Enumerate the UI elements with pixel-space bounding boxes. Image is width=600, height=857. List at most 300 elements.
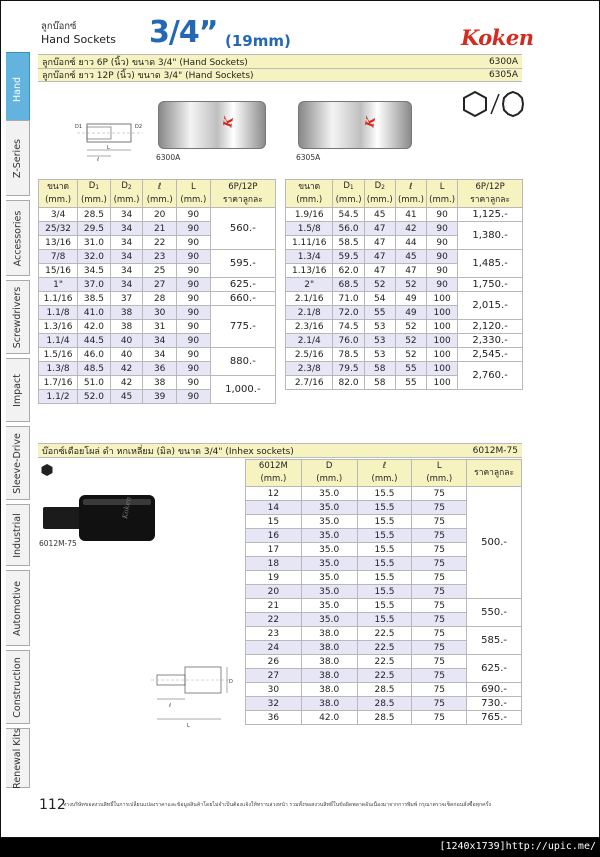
cell-d: 38.0 [301, 669, 357, 683]
sidebar-tab-label: Renewal Kits [12, 727, 23, 789]
cell-size: 1.3/8 [39, 362, 78, 376]
cell-d: 35.0 [301, 613, 357, 627]
table-row [246, 683, 522, 697]
cell-m: 19 [246, 571, 302, 585]
cell-d1: 37.0 [78, 278, 111, 292]
cell-l: 15.5 [357, 571, 412, 585]
cell-l: 30 [143, 306, 177, 320]
cell-size: 1.13/16 [286, 264, 333, 278]
sidebar-tab-screwdrivers[interactable] [6, 280, 30, 354]
cell-l: 75 [412, 599, 467, 613]
cell-l: 75 [412, 613, 467, 627]
page-number: 112 [39, 797, 66, 813]
cell-l: 100 [427, 348, 458, 362]
cell-d1: 82.0 [333, 376, 364, 390]
cell-d1: 31.0 [78, 236, 111, 250]
cell-price: 500.- [467, 487, 522, 599]
socket-brand-mark: K [220, 115, 237, 129]
cell-d2: 34 [110, 278, 143, 292]
cell-l: 75 [412, 697, 467, 711]
cell-l: 15.5 [357, 613, 412, 627]
cell-l: 22 [143, 236, 177, 250]
cell-l: 100 [427, 320, 458, 334]
cell-l: 28.5 [357, 697, 412, 711]
sidebar-tab-sleeve-drive[interactable] [6, 426, 30, 500]
cell-size: 1.1/8 [39, 306, 78, 320]
cell-d2: 40 [110, 334, 143, 348]
cell-m: 36 [246, 711, 302, 725]
cell-size: 2" [286, 278, 333, 292]
cell-l: 90 [427, 250, 458, 264]
cell-l: 75 [412, 627, 467, 641]
cell-d2: 34 [110, 222, 143, 236]
cell-d2: 53 [364, 320, 395, 334]
cell-l: 38 [143, 376, 177, 390]
cell-l: 28.5 [357, 711, 412, 725]
cell-l: 90 [177, 278, 211, 292]
cell-size: 1.5/16 [39, 348, 78, 362]
cell-d: 35.0 [301, 515, 357, 529]
sidebar-tab-construction[interactable] [6, 650, 30, 724]
cell-price: 730.- [467, 697, 522, 711]
cell-l: 21 [143, 222, 177, 236]
table-row [286, 334, 523, 348]
table-row [246, 627, 522, 641]
drawing-label-L: L [107, 145, 110, 151]
cell-d2: 40 [110, 348, 143, 362]
cell-price: 2,760.- [458, 362, 523, 390]
cell-l: 15.5 [357, 487, 412, 501]
sidebar-tab-label: Construction [12, 656, 23, 718]
table-row [246, 599, 522, 613]
cell-price: 1,000.- [210, 376, 275, 404]
col-d: D (mm.) [301, 460, 357, 487]
cell-l: 90 [177, 376, 211, 390]
cell-l: 90 [427, 278, 458, 292]
table-row [286, 348, 523, 362]
table-row [286, 320, 523, 334]
footer-disclaimer: ทางบริษัทขอสงวนสิทธิ์ในการเปลี่ยนแปลงราคาและข้อมูลสินค้าโดยไม่จำเป็นต้องแจ้งให้ทราบล่วงหน้า รวมทั้งขอสงวนสิทธิ์ในข้อผิดพลาดอันเนื่องมาจากการพิมพ์ กรุณาตรวจเช็คก่อนสั่งซื้อทุกครั้ง [63, 802, 491, 808]
cell-l: 28 [143, 292, 177, 306]
drive-size: 3/4” [149, 15, 218, 50]
cell-size: 1.3/16 [39, 320, 78, 334]
col-L: L (mm.) [412, 460, 467, 487]
cell-l: 100 [427, 334, 458, 348]
cell-d2: 47 [364, 236, 395, 250]
cell-d1: 56.0 [333, 222, 364, 236]
cell-d2: 38 [110, 320, 143, 334]
cell-d1: 72.0 [333, 306, 364, 320]
col-d2: D2 (mm.) [110, 180, 143, 208]
cell-l: 44 [395, 236, 426, 250]
col-price: 6P/12P ราคาลูกละ [458, 180, 523, 208]
cell-l: 75 [412, 557, 467, 571]
col-size: ขนาด (mm.) [39, 180, 78, 208]
cell-d: 38.0 [301, 697, 357, 711]
cell-m: 21 [246, 599, 302, 613]
cell-l: 75 [412, 641, 467, 655]
cell-d2: 42 [110, 376, 143, 390]
cell-d: 35.0 [301, 501, 357, 515]
cell-d2: 47 [364, 250, 395, 264]
table-row [246, 487, 522, 501]
cell-price: 2,015.- [458, 292, 523, 320]
cell-l: 28.5 [357, 683, 412, 697]
cell-d1: 38.5 [78, 292, 111, 306]
cell-l: 90 [177, 250, 211, 264]
table-row [246, 697, 522, 711]
cell-price: 775.- [210, 306, 275, 348]
sidebar-tab-industrial[interactable] [6, 504, 30, 566]
cell-l: 90 [177, 264, 211, 278]
table-row [286, 222, 523, 236]
cell-d: 35.0 [301, 543, 357, 557]
cell-price: 1,380.- [458, 222, 523, 250]
cell-d1: 71.0 [333, 292, 364, 306]
table-6300A [38, 179, 276, 404]
cell-l: 90 [177, 292, 211, 306]
title-english: Hand Sockets [41, 33, 117, 46]
cell-m: 26 [246, 655, 302, 669]
cell-l: 75 [412, 515, 467, 529]
sidebar-tab-label: Industrial [12, 512, 23, 558]
cell-size: 13/16 [39, 236, 78, 250]
cell-l: 15.5 [357, 557, 412, 571]
cell-m: 17 [246, 543, 302, 557]
cell-d1: 32.0 [78, 250, 111, 264]
cell-d2: 52 [364, 278, 395, 292]
cell-d1: 78.5 [333, 348, 364, 362]
cell-d1: 29.5 [78, 222, 111, 236]
cell-size: 1.7/16 [39, 376, 78, 390]
sidebar-tab-impact[interactable] [6, 358, 30, 422]
cell-size: 7/8 [39, 250, 78, 264]
cell-price: 595.- [210, 250, 275, 278]
cell-price: 690.- [467, 683, 522, 697]
cell-l: 75 [412, 571, 467, 585]
cell-price: 2,120.- [458, 320, 523, 334]
cell-d: 38.0 [301, 641, 357, 655]
product-bar-inhex [38, 443, 522, 458]
cell-size: 2.7/16 [286, 376, 333, 390]
cell-d1: 59.5 [333, 250, 364, 264]
koken-logo: Koken [461, 25, 534, 50]
cell-d2: 47 [364, 264, 395, 278]
col-d1: D1 (mm.) [333, 180, 364, 208]
cell-d1: 41.0 [78, 306, 111, 320]
cell-l: 90 [427, 208, 458, 222]
cell-l: 90 [177, 320, 211, 334]
col-d2: D2 (mm.) [364, 180, 395, 208]
sidebar-tab-automotive[interactable] [6, 570, 30, 646]
cell-l: 75 [412, 543, 467, 557]
cell-l: 22.5 [357, 627, 412, 641]
cell-l: 100 [427, 292, 458, 306]
caption-6300A: 6300A [156, 153, 181, 162]
cell-price: 550.- [467, 599, 522, 627]
cell-price: 625.- [467, 655, 522, 683]
cell-l: 15.5 [357, 529, 412, 543]
cell-m: 16 [246, 529, 302, 543]
cell-d1: 54.5 [333, 208, 364, 222]
cell-l: 75 [412, 487, 467, 501]
table-row [286, 362, 523, 376]
sidebar-tab-accessories[interactable] [6, 200, 30, 276]
cell-size: 15/16 [39, 264, 78, 278]
socket-brand-mark: K [362, 115, 379, 129]
sidebar-tab-hand[interactable] [6, 52, 30, 126]
cell-l: 20 [143, 208, 177, 222]
cell-d1: 74.5 [333, 320, 364, 334]
col-model: 6012M (mm.) [246, 460, 302, 487]
cell-d2: 45 [364, 208, 395, 222]
drawing-label-l: ℓ [169, 703, 172, 709]
cell-size: 2.1/4 [286, 334, 333, 348]
cell-l: 100 [427, 362, 458, 376]
table-row [39, 292, 276, 306]
cell-d2: 34 [110, 264, 143, 278]
cell-l: 75 [412, 655, 467, 669]
cell-price: 585.- [467, 627, 522, 655]
table-row [39, 376, 276, 390]
cell-d2: 58 [364, 376, 395, 390]
cell-d: 38.0 [301, 655, 357, 669]
drawing-label-d2: D2 [135, 124, 143, 130]
cell-d2: 34 [110, 236, 143, 250]
cell-d: 38.0 [301, 683, 357, 697]
cell-l: 15.5 [357, 543, 412, 557]
cell-l: 90 [427, 222, 458, 236]
cell-l: 90 [177, 236, 211, 250]
table-row [286, 292, 523, 306]
cell-l: 41 [395, 208, 426, 222]
product-code: 6012M-75 [472, 445, 518, 456]
cell-d2: 47 [364, 222, 395, 236]
cell-l: 90 [177, 222, 211, 236]
cell-size: 2.5/16 [286, 348, 333, 362]
cell-l: 90 [177, 208, 211, 222]
cell-m: 20 [246, 585, 302, 599]
sidebar-tab-renewal-kits[interactable] [6, 728, 30, 788]
table-row [39, 306, 276, 320]
cell-l: 90 [177, 348, 211, 362]
cell-l: 75 [412, 683, 467, 697]
product-name: บ๊อกซ์เดือยโผล่ ดำ หกเหลี่ยม (มิล) ขนาด 3/4" (Inhex sockets) [42, 446, 294, 457]
caption-6012M: 6012M-75 [39, 539, 77, 548]
cell-price: 560.- [210, 208, 275, 250]
table-row [246, 655, 522, 669]
cell-l: 90 [177, 306, 211, 320]
cell-d: 35.0 [301, 487, 357, 501]
socket-6305A-image [298, 101, 412, 149]
cell-size: 1.3/4 [286, 250, 333, 264]
cell-d2: 55 [364, 306, 395, 320]
sidebar-tab-label: Impact [12, 373, 24, 407]
svg-text:Koken: Koken [121, 496, 133, 520]
cell-price: 1,485.- [458, 250, 523, 278]
cell-d: 35.0 [301, 585, 357, 599]
cell-l: 55 [395, 376, 426, 390]
cell-l: 75 [412, 711, 467, 725]
cell-l: 39 [143, 390, 177, 404]
cell-d1: 44.5 [78, 334, 111, 348]
cell-l: 22.5 [357, 655, 412, 669]
product-bar-6300A [38, 54, 522, 68]
cell-m: 22 [246, 613, 302, 627]
col-l-small: ℓ (mm.) [395, 180, 426, 208]
cell-size: 1.11/16 [286, 236, 333, 250]
col-d1: D1 (mm.) [78, 180, 111, 208]
cell-m: 18 [246, 557, 302, 571]
cell-l: 42 [395, 222, 426, 236]
caption-6305A: 6305A [296, 153, 321, 162]
sidebar-tab-label: Screwdrivers [12, 286, 23, 348]
table-row [286, 208, 523, 222]
cell-d1: 46.0 [78, 348, 111, 362]
cell-d: 35.0 [301, 599, 357, 613]
sidebar-tab-label: Z-Series [12, 138, 24, 178]
drawing-label-D: D [229, 679, 233, 685]
cell-l: 31 [143, 320, 177, 334]
table-inhex [245, 459, 522, 725]
table-row [286, 278, 523, 292]
cell-d2: 34 [110, 250, 143, 264]
cell-d: 35.0 [301, 529, 357, 543]
cell-d1: 34.5 [78, 264, 111, 278]
cell-d2: 45 [110, 390, 143, 404]
cell-l: 75 [412, 669, 467, 683]
cell-size: 1.5/8 [286, 222, 333, 236]
cell-d: 38.0 [301, 627, 357, 641]
col-size: ขนาด (mm.) [286, 180, 333, 208]
cell-l: 34 [143, 334, 177, 348]
cell-l: 90 [427, 236, 458, 250]
product-code: 6300A [488, 56, 518, 67]
title-thai: ลูกบ๊อกซ์ [41, 21, 77, 32]
cell-size: 1.1/4 [39, 334, 78, 348]
cell-d2: 53 [364, 348, 395, 362]
table-row [246, 711, 522, 725]
sidebar-tab-label: Hand [12, 76, 23, 102]
cell-size: 1.1/2 [39, 390, 78, 404]
cell-d1: 62.0 [333, 264, 364, 278]
cell-l: 45 [395, 250, 426, 264]
watermark: [1240x1739]http://upic.me/ [439, 841, 596, 852]
table-row [39, 348, 276, 362]
cell-size: 2.3/16 [286, 320, 333, 334]
sidebar-tab-label: Sleeve-Drive [12, 432, 23, 494]
cell-m: 27 [246, 669, 302, 683]
cell-size: 2.1/16 [286, 292, 333, 306]
table-6305A [285, 179, 523, 390]
cell-l: 75 [412, 529, 467, 543]
cell-price: 1,125.- [458, 208, 523, 222]
cell-l: 22.5 [357, 641, 412, 655]
cell-d1: 42.0 [78, 320, 111, 334]
cell-d2: 37 [110, 292, 143, 306]
cell-l: 90 [177, 390, 211, 404]
cell-d1: 51.0 [78, 376, 111, 390]
cell-d2: 34 [110, 208, 143, 222]
cell-l: 90 [177, 362, 211, 376]
cell-price: 1,750.- [458, 278, 523, 292]
cell-l: 90 [177, 334, 211, 348]
cell-l: 55 [395, 362, 426, 376]
sidebar-tab-label: Accessories [12, 210, 23, 266]
cell-d1: 58.5 [333, 236, 364, 250]
col-L: L (mm.) [427, 180, 458, 208]
cell-d1: 79.5 [333, 362, 364, 376]
cell-l: 25 [143, 264, 177, 278]
table-row [286, 250, 523, 264]
cell-l: 23 [143, 250, 177, 264]
sidebar-tab-z-series[interactable] [6, 120, 30, 196]
cell-price: 625.- [210, 278, 275, 292]
cell-d: 35.0 [301, 557, 357, 571]
cell-m: 12 [246, 487, 302, 501]
col-l-small: ℓ (mm.) [143, 180, 177, 208]
cell-price: 765.- [467, 711, 522, 725]
cell-d1: 28.5 [78, 208, 111, 222]
cell-l: 52 [395, 278, 426, 292]
cell-price: 2,330.- [458, 334, 523, 348]
col-price: ราคาลูกละ [467, 460, 522, 487]
cell-d2: 53 [364, 334, 395, 348]
cell-d1: 76.0 [333, 334, 364, 348]
cell-d: 35.0 [301, 571, 357, 585]
cell-l: 22.5 [357, 669, 412, 683]
drawing-label-l: ℓ [97, 157, 100, 162]
sidebar-tab-label: Automotive [12, 580, 23, 636]
product-name: ลูกบ๊อกซ์ ยาว 12P (นิ้ว) ขนาด 3/4" (Hand Sockets) [42, 71, 254, 81]
cell-size: 1" [39, 278, 78, 292]
cell-d2: 58 [364, 362, 395, 376]
table-row [39, 208, 276, 222]
table-row [39, 278, 276, 292]
cell-d1: 52.0 [78, 390, 111, 404]
cell-m: 15 [246, 515, 302, 529]
cell-l: 36 [143, 362, 177, 376]
cell-l: 75 [412, 501, 467, 515]
drive-size-mm: (19mm) [225, 32, 291, 50]
cell-l: 15.5 [357, 585, 412, 599]
cell-price: 2,545.- [458, 348, 523, 362]
cell-price: 880.- [210, 348, 275, 376]
table-row [39, 250, 276, 264]
cell-price: 660.- [210, 292, 275, 306]
cell-d1: 68.5 [333, 278, 364, 292]
socket-6300A-image [158, 101, 266, 149]
cell-l: 47 [395, 264, 426, 278]
cell-l: 49 [395, 306, 426, 320]
cell-m: 30 [246, 683, 302, 697]
cell-l: 15.5 [357, 501, 412, 515]
cell-l: 34 [143, 348, 177, 362]
cell-l: 100 [427, 306, 458, 320]
cell-size: 1.9/16 [286, 208, 333, 222]
col-L: L (mm.) [177, 180, 211, 208]
cell-l: 49 [395, 292, 426, 306]
cell-l: 15.5 [357, 515, 412, 529]
col-price: 6P/12P ราคาลูกละ [210, 180, 275, 208]
cell-d2: 42 [110, 362, 143, 376]
cell-d2: 38 [110, 306, 143, 320]
hex-icon [40, 463, 54, 477]
product-bar-6305A [38, 68, 522, 82]
cell-l: 27 [143, 278, 177, 292]
cell-size: 2.3/8 [286, 362, 333, 376]
cell-size: 3/4 [39, 208, 78, 222]
